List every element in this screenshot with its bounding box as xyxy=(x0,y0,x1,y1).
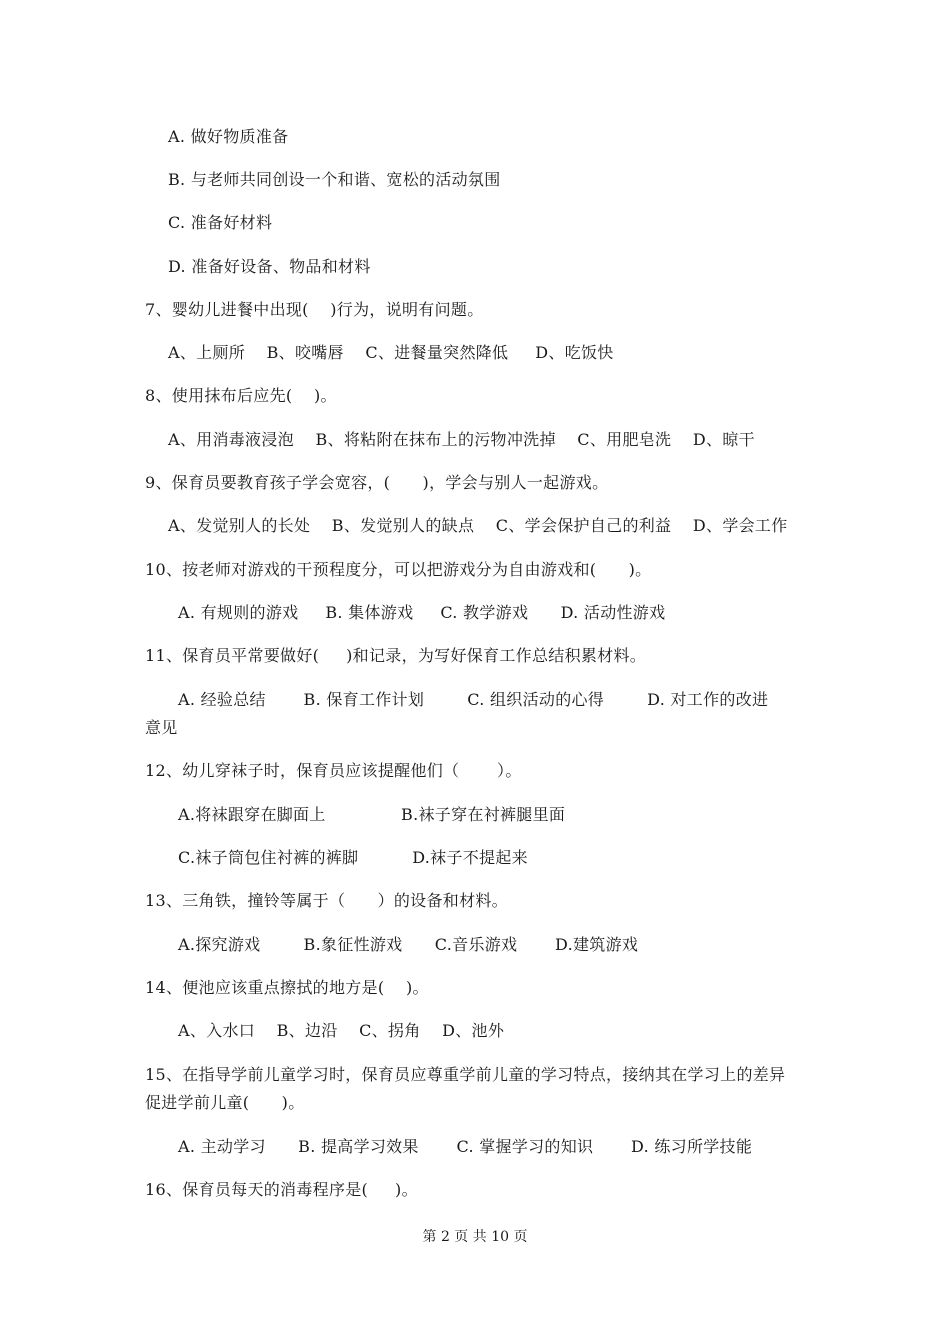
q12-options-line2: C.袜子筒包住衬裤的裤脚 D.袜子不提起来 xyxy=(178,848,528,867)
q11-stem: 11、保育员平常要做好( )和记录，为写好保育工作总结积累材料。 xyxy=(145,646,647,665)
q9-options: A、发觉别人的长处 B、发觉别人的缺点 C、学会保护自己的利益 D、学会工作 xyxy=(168,516,788,535)
q10-stem: 10、按老师对游戏的干预程度分，可以把游戏分为自由游戏和( )。 xyxy=(145,560,652,579)
q6-option-c: C. 准备好材料 xyxy=(168,213,273,232)
q16-stem: 16、保育员每天的消毒程序是( )。 xyxy=(145,1180,418,1199)
q13-options: A.探究游戏 B.象征性游戏 C.音乐游戏 D.建筑游戏 xyxy=(178,935,639,954)
q6-option-b: B. 与老师共同创设一个和谐、宽松的活动氛围 xyxy=(168,170,501,189)
q8-stem: 8、使用抹布后应先( )。 xyxy=(145,386,337,405)
q7-options: A、上厕所 B、咬嘴唇 C、进餐量突然降低 D、吃饭快 xyxy=(168,343,614,362)
q9-stem: 9、保育员要教育孩子学会宽容，( )，学会与别人一起游戏。 xyxy=(145,473,609,492)
q12-stem: 12、幼儿穿袜子时，保育员应该提醒他们（ ）。 xyxy=(145,761,522,780)
q6-option-d: D. 准备好设备、物品和材料 xyxy=(168,257,371,276)
q14-options: A、入水口 B、边沿 C、拐角 D、池外 xyxy=(178,1021,505,1040)
q6-option-a: A. 做好物质准备 xyxy=(168,127,289,146)
q8-options: A、用消毒液浸泡 B、将粘附在抹布上的污物冲洗掉 C、用肥皂洗 D、晾干 xyxy=(168,430,755,449)
q14-stem: 14、便池应该重点擦拭的地方是( )。 xyxy=(145,978,429,997)
q15-stem-line2: 促进学前儿童( )。 xyxy=(145,1093,305,1112)
q10-options: A. 有规则的游戏 B. 集体游戏 C. 教学游戏 D. 活动性游戏 xyxy=(178,603,666,622)
q15-stem-line1: 15、在指导学前儿童学习时，保育员应尊重学前儿童的学习特点，接纳其在学习上的差异 xyxy=(145,1065,786,1084)
q11-options-line1: A. 经验总结 B. 保育工作计划 C. 组织活动的心得 D. 对工作的改进 xyxy=(178,690,769,709)
q7-stem: 7、婴幼儿进餐中出现( )行为，说明有问题。 xyxy=(145,300,484,319)
q12-options-line1: A.将袜跟穿在脚面上 B.袜子穿在衬裤腿里面 xyxy=(178,805,566,824)
q15-options: A. 主动学习 B. 提高学习效果 C. 掌握学习的知识 D. 练习所学技能 xyxy=(178,1137,753,1156)
q11-options-line2: 意见 xyxy=(145,718,178,737)
page-number-footer: 第 2 页 共 10 页 xyxy=(422,1229,528,1245)
q13-stem: 13、三角铁，撞铃等属于（ ）的设备和材料。 xyxy=(145,891,508,910)
